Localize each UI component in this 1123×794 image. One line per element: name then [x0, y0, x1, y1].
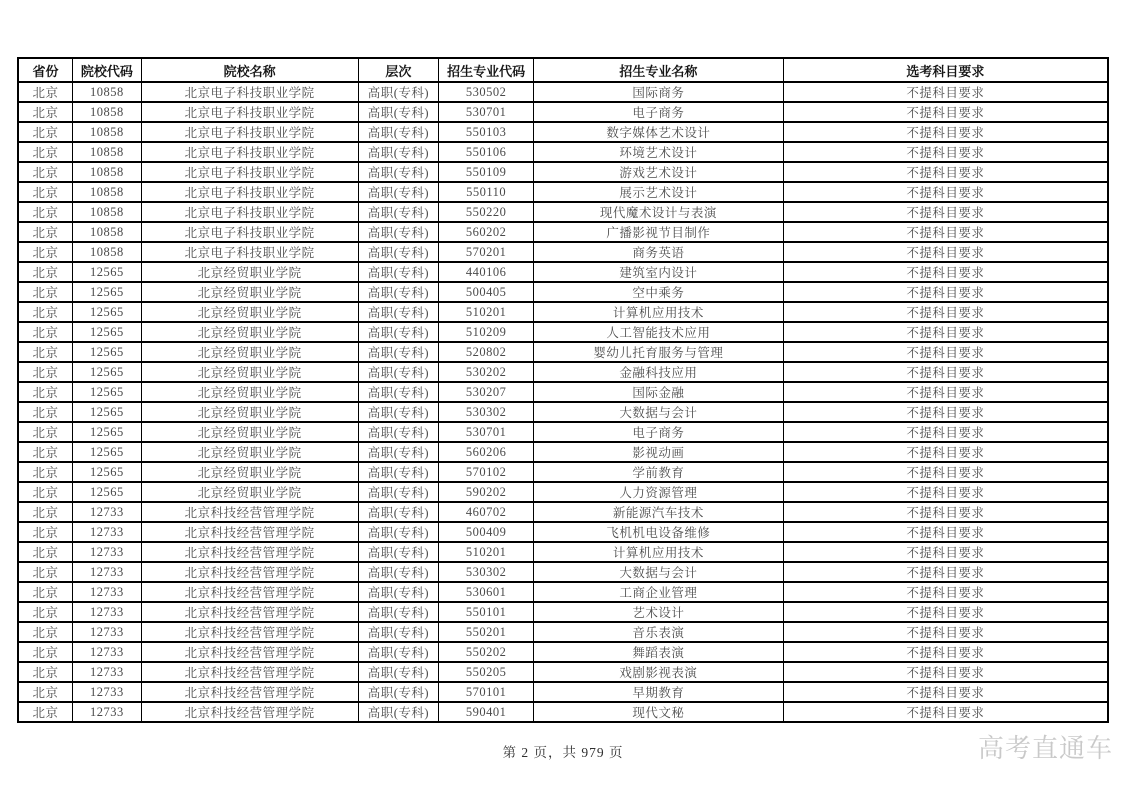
- table-row: [18, 282, 1108, 302]
- table-cell: 不提科目要求: [783, 462, 1108, 482]
- table-cell: 10858: [73, 122, 142, 142]
- table-cell: 12565: [73, 262, 142, 282]
- table-cell: 高职(专科): [358, 522, 439, 542]
- table-header-row: [18, 58, 1108, 82]
- table-cell: 10858: [73, 142, 142, 162]
- table-cell: 12565: [73, 382, 142, 402]
- table-cell: 北京: [18, 122, 73, 142]
- table-cell: 建筑室内设计: [534, 262, 784, 282]
- table-cell: 不提科目要求: [783, 302, 1108, 322]
- table-cell: 北京: [18, 322, 73, 342]
- table-cell: 12565: [73, 322, 142, 342]
- table-cell: 550103: [439, 122, 534, 142]
- table-cell: 不提科目要求: [783, 382, 1108, 402]
- table-cell: 520802: [439, 342, 534, 362]
- table-cell: 北京: [18, 522, 73, 542]
- table-cell: 不提科目要求: [783, 502, 1108, 522]
- table-row: [18, 182, 1108, 202]
- table-cell: 北京电子科技职业学院: [141, 242, 358, 262]
- table-cell: 北京: [18, 422, 73, 442]
- table-cell: 不提科目要求: [783, 402, 1108, 422]
- table-cell: 北京电子科技职业学院: [141, 82, 358, 102]
- table-cell: 北京经贸职业学院: [141, 362, 358, 382]
- table-cell: 高职(专科): [358, 202, 439, 222]
- table-row: [18, 142, 1108, 162]
- table-cell: 计算机应用技术: [534, 542, 784, 562]
- table-cell: 510201: [439, 302, 534, 322]
- table-cell: 北京科技经营管理学院: [141, 622, 358, 642]
- header-cell: 层次: [358, 58, 439, 82]
- table-cell: 北京: [18, 262, 73, 282]
- table-row: [18, 702, 1108, 722]
- table-cell: 不提科目要求: [783, 262, 1108, 282]
- table-cell: 北京经贸职业学院: [141, 262, 358, 282]
- table-cell: 12733: [73, 542, 142, 562]
- table-cell: 12565: [73, 442, 142, 462]
- table-cell: 12733: [73, 602, 142, 622]
- table-cell: 高职(专科): [358, 702, 439, 722]
- table-cell: 12733: [73, 682, 142, 702]
- table-cell: 北京科技经营管理学院: [141, 602, 358, 622]
- header-cell: 选考科目要求: [783, 58, 1108, 82]
- table-cell: 10858: [73, 82, 142, 102]
- table-cell: 北京: [18, 82, 73, 102]
- table-cell: 舞蹈表演: [534, 642, 784, 662]
- table-row: [18, 382, 1108, 402]
- table-cell: 北京科技经营管理学院: [141, 662, 358, 682]
- table-cell: 不提科目要求: [783, 322, 1108, 342]
- table-cell: 12565: [73, 362, 142, 382]
- table-cell: 高职(专科): [358, 342, 439, 362]
- table-cell: 广播影视节目制作: [534, 222, 784, 242]
- table-cell: 不提科目要求: [783, 682, 1108, 702]
- table-cell: 高职(专科): [358, 82, 439, 102]
- table-row: [18, 242, 1108, 262]
- table-cell: 展示艺术设计: [534, 182, 784, 202]
- table-cell: 北京经贸职业学院: [141, 322, 358, 342]
- table-cell: 高职(专科): [358, 582, 439, 602]
- table-cell: 550110: [439, 182, 534, 202]
- table-cell: 不提科目要求: [783, 182, 1108, 202]
- table-row: [18, 102, 1108, 122]
- table-cell: 人工智能技术应用: [534, 322, 784, 342]
- table-cell: 550106: [439, 142, 534, 162]
- table-row: [18, 502, 1108, 522]
- table-row: [18, 682, 1108, 702]
- table-cell: 新能源汽车技术: [534, 502, 784, 522]
- table-cell: 12733: [73, 522, 142, 542]
- table-cell: 大数据与会计: [534, 402, 784, 422]
- table-cell: 高职(专科): [358, 242, 439, 262]
- table-cell: 530302: [439, 402, 534, 422]
- table-cell: 不提科目要求: [783, 82, 1108, 102]
- header-cell: 招生专业名称: [534, 58, 784, 82]
- table-cell: 戏剧影视表演: [534, 662, 784, 682]
- table-cell: 不提科目要求: [783, 542, 1108, 562]
- table-cell: 460702: [439, 502, 534, 522]
- table-cell: 北京经贸职业学院: [141, 302, 358, 322]
- table-cell: 高职(专科): [358, 502, 439, 522]
- table-cell: 不提科目要求: [783, 422, 1108, 442]
- table-cell: 10858: [73, 102, 142, 122]
- table-cell: 550202: [439, 642, 534, 662]
- table-cell: 北京电子科技职业学院: [141, 142, 358, 162]
- admission-majors-table: [17, 57, 1109, 723]
- table-cell: 北京电子科技职业学院: [141, 122, 358, 142]
- table-cell: 高职(专科): [358, 302, 439, 322]
- table-cell: 高职(专科): [358, 622, 439, 642]
- table-cell: 高职(专科): [358, 382, 439, 402]
- table-cell: 北京经贸职业学院: [141, 422, 358, 442]
- table-cell: 530502: [439, 82, 534, 102]
- table-cell: 早期教育: [534, 682, 784, 702]
- table-cell: 现代魔术设计与表演: [534, 202, 784, 222]
- table-cell: 北京经贸职业学院: [141, 462, 358, 482]
- table-cell: 北京科技经营管理学院: [141, 642, 358, 662]
- table-cell: 590401: [439, 702, 534, 722]
- table-cell: 12733: [73, 702, 142, 722]
- table-cell: 北京: [18, 242, 73, 262]
- table-cell: 510201: [439, 542, 534, 562]
- table-cell: 不提科目要求: [783, 482, 1108, 502]
- table-cell: 音乐表演: [534, 622, 784, 642]
- table-cell: 高职(专科): [358, 362, 439, 382]
- table-cell: 北京科技经营管理学院: [141, 682, 358, 702]
- table-cell: 510209: [439, 322, 534, 342]
- table-body: [18, 82, 1108, 722]
- table-cell: 北京: [18, 142, 73, 162]
- table-row: [18, 402, 1108, 422]
- table-cell: 游戏艺术设计: [534, 162, 784, 182]
- table-row: [18, 482, 1108, 502]
- table-cell: 北京: [18, 502, 73, 522]
- table-cell: 北京: [18, 302, 73, 322]
- table-cell: 北京科技经营管理学院: [141, 502, 358, 522]
- table-row: [18, 82, 1108, 102]
- table-cell: 空中乘务: [534, 282, 784, 302]
- table-cell: 北京: [18, 642, 73, 662]
- table-cell: 高职(专科): [358, 222, 439, 242]
- table-cell: 学前教育: [534, 462, 784, 482]
- table-cell: 北京科技经营管理学院: [141, 582, 358, 602]
- table-row: [18, 422, 1108, 442]
- table-row: [18, 542, 1108, 562]
- table-cell: 艺术设计: [534, 602, 784, 622]
- table-cell: 高职(专科): [358, 282, 439, 302]
- table-cell: 12565: [73, 402, 142, 422]
- table-row: [18, 342, 1108, 362]
- table-cell: 北京电子科技职业学院: [141, 222, 358, 242]
- table-cell: 北京: [18, 442, 73, 462]
- table-cell: 北京: [18, 342, 73, 362]
- table-cell: 不提科目要求: [783, 162, 1108, 182]
- table-row: [18, 622, 1108, 642]
- table-cell: 婴幼儿托育服务与管理: [534, 342, 784, 362]
- table-cell: 高职(专科): [358, 602, 439, 622]
- table-cell: 北京: [18, 602, 73, 622]
- table-cell: 500409: [439, 522, 534, 542]
- table-cell: 电子商务: [534, 422, 784, 442]
- table-cell: 12733: [73, 662, 142, 682]
- table-cell: 北京: [18, 162, 73, 182]
- table-cell: 530701: [439, 102, 534, 122]
- table-row: [18, 262, 1108, 282]
- page-number-indicator: 第 2 页，共 979 页: [502, 745, 624, 760]
- table-cell: 不提科目要求: [783, 122, 1108, 142]
- table-cell: 不提科目要求: [783, 102, 1108, 122]
- table-cell: 不提科目要求: [783, 342, 1108, 362]
- table-cell: 高职(专科): [358, 442, 439, 462]
- table-row: [18, 322, 1108, 342]
- header-cell: 院校名称: [141, 58, 358, 82]
- table-cell: 550109: [439, 162, 534, 182]
- table-row: [18, 302, 1108, 322]
- table-cell: 北京: [18, 222, 73, 242]
- table-cell: 飞机机电设备维修: [534, 522, 784, 542]
- table-cell: 高职(专科): [358, 182, 439, 202]
- table-cell: 570101: [439, 682, 534, 702]
- table-cell: 12733: [73, 582, 142, 602]
- table-cell: 550205: [439, 662, 534, 682]
- table-row: [18, 662, 1108, 682]
- watermark-logo: 高考直通车: [977, 733, 1113, 763]
- table-cell: 工商企业管理: [534, 582, 784, 602]
- table-cell: 北京经贸职业学院: [141, 442, 358, 462]
- table-cell: 530601: [439, 582, 534, 602]
- header-cell: 招生专业代码: [439, 58, 534, 82]
- table-cell: 北京科技经营管理学院: [141, 542, 358, 562]
- table-cell: 北京经贸职业学院: [141, 402, 358, 422]
- table-cell: 10858: [73, 202, 142, 222]
- table-cell: 不提科目要求: [783, 362, 1108, 382]
- table-cell: 不提科目要求: [783, 442, 1108, 462]
- table-cell: 10858: [73, 182, 142, 202]
- table-cell: 北京: [18, 682, 73, 702]
- table-cell: 10858: [73, 162, 142, 182]
- table-cell: 北京科技经营管理学院: [141, 702, 358, 722]
- table-cell: 北京: [18, 282, 73, 302]
- table-row: [18, 642, 1108, 662]
- table-cell: 不提科目要求: [783, 662, 1108, 682]
- table-cell: 12733: [73, 642, 142, 662]
- table-cell: 北京经贸职业学院: [141, 342, 358, 362]
- table-cell: 人力资源管理: [534, 482, 784, 502]
- table-row: [18, 222, 1108, 242]
- table-cell: 高职(专科): [358, 422, 439, 442]
- table-cell: 北京科技经营管理学院: [141, 562, 358, 582]
- table-row: [18, 162, 1108, 182]
- table-cell: 北京经贸职业学院: [141, 282, 358, 302]
- table-cell: 12565: [73, 342, 142, 362]
- table-cell: 北京: [18, 562, 73, 582]
- table-cell: 高职(专科): [358, 262, 439, 282]
- table-cell: 高职(专科): [358, 642, 439, 662]
- table-cell: 北京电子科技职业学院: [141, 202, 358, 222]
- table-cell: 不提科目要求: [783, 202, 1108, 222]
- table-cell: 高职(专科): [358, 122, 439, 142]
- table-cell: 北京电子科技职业学院: [141, 162, 358, 182]
- table-cell: 北京: [18, 582, 73, 602]
- table-cell: 590202: [439, 482, 534, 502]
- table-cell: 影视动画: [534, 442, 784, 462]
- table-cell: 高职(专科): [358, 542, 439, 562]
- table-cell: 530302: [439, 562, 534, 582]
- table-cell: 国际金融: [534, 382, 784, 402]
- table-cell: 不提科目要求: [783, 562, 1108, 582]
- table-cell: 570102: [439, 462, 534, 482]
- table-cell: 高职(专科): [358, 482, 439, 502]
- table-cell: 550101: [439, 602, 534, 622]
- table-cell: 商务英语: [534, 242, 784, 262]
- table-cell: 现代文秘: [534, 702, 784, 722]
- table-cell: 12565: [73, 482, 142, 502]
- table-cell: 北京: [18, 622, 73, 642]
- table-cell: 不提科目要求: [783, 242, 1108, 262]
- table-cell: 570201: [439, 242, 534, 262]
- table-cell: 北京: [18, 702, 73, 722]
- table-cell: 国际商务: [534, 82, 784, 102]
- table-cell: 550201: [439, 622, 534, 642]
- table-row: [18, 362, 1108, 382]
- table-cell: 北京科技经营管理学院: [141, 522, 358, 542]
- table-cell: 高职(专科): [358, 682, 439, 702]
- table-cell: 北京电子科技职业学院: [141, 182, 358, 202]
- table-cell: 北京电子科技职业学院: [141, 102, 358, 122]
- table-cell: 高职(专科): [358, 162, 439, 182]
- table-cell: 不提科目要求: [783, 642, 1108, 662]
- table-cell: 530207: [439, 382, 534, 402]
- table-cell: 不提科目要求: [783, 522, 1108, 542]
- table-cell: 不提科目要求: [783, 582, 1108, 602]
- table-cell: 计算机应用技术: [534, 302, 784, 322]
- table-cell: 电子商务: [534, 102, 784, 122]
- table-cell: 北京: [18, 202, 73, 222]
- table-cell: 12733: [73, 622, 142, 642]
- table-cell: 高职(专科): [358, 102, 439, 122]
- table-row: [18, 202, 1108, 222]
- table-cell: 12565: [73, 302, 142, 322]
- table-cell: 北京经贸职业学院: [141, 482, 358, 502]
- table-cell: 北京: [18, 382, 73, 402]
- table-row: [18, 442, 1108, 462]
- table-cell: 北京经贸职业学院: [141, 382, 358, 402]
- table-cell: 金融科技应用: [534, 362, 784, 382]
- table-cell: 北京: [18, 462, 73, 482]
- table-cell: 550220: [439, 202, 534, 222]
- table-row: [18, 602, 1108, 622]
- table-cell: 530701: [439, 422, 534, 442]
- table-cell: 不提科目要求: [783, 702, 1108, 722]
- table-cell: 12565: [73, 282, 142, 302]
- table-cell: 北京: [18, 542, 73, 562]
- table-cell: 北京: [18, 182, 73, 202]
- table-cell: 北京: [18, 482, 73, 502]
- table-row: [18, 562, 1108, 582]
- table-cell: 不提科目要求: [783, 602, 1108, 622]
- table-cell: 数字媒体艺术设计: [534, 122, 784, 142]
- table-cell: 不提科目要求: [783, 142, 1108, 162]
- table-cell: 12565: [73, 462, 142, 482]
- table-cell: 不提科目要求: [783, 622, 1108, 642]
- table-cell: 12733: [73, 562, 142, 582]
- table-cell: 大数据与会计: [534, 562, 784, 582]
- table-cell: 北京: [18, 102, 73, 122]
- table-cell: 高职(专科): [358, 662, 439, 682]
- table-cell: 高职(专科): [358, 402, 439, 422]
- table-cell: 高职(专科): [358, 322, 439, 342]
- table-cell: 北京: [18, 362, 73, 382]
- table-cell: 10858: [73, 222, 142, 242]
- table-row: [18, 122, 1108, 142]
- table-row: [18, 462, 1108, 482]
- table-cell: 12565: [73, 422, 142, 442]
- table-cell: 不提科目要求: [783, 282, 1108, 302]
- table-cell: 12733: [73, 502, 142, 522]
- table-cell: 高职(专科): [358, 462, 439, 482]
- table-cell: 不提科目要求: [783, 222, 1108, 242]
- table-row: [18, 522, 1108, 542]
- table-row: [18, 582, 1108, 602]
- table-cell: 530202: [439, 362, 534, 382]
- header-cell: 院校代码: [73, 58, 142, 82]
- table-cell: 高职(专科): [358, 562, 439, 582]
- table-cell: 北京: [18, 402, 73, 422]
- table-cell: 环境艺术设计: [534, 142, 784, 162]
- table-cell: 560202: [439, 222, 534, 242]
- table-cell: 10858: [73, 242, 142, 262]
- table-cell: 440106: [439, 262, 534, 282]
- table-cell: 500405: [439, 282, 534, 302]
- table-cell: 560206: [439, 442, 534, 462]
- table-cell: 北京: [18, 662, 73, 682]
- header-cell: 省份: [18, 58, 73, 82]
- table-cell: 高职(专科): [358, 142, 439, 162]
